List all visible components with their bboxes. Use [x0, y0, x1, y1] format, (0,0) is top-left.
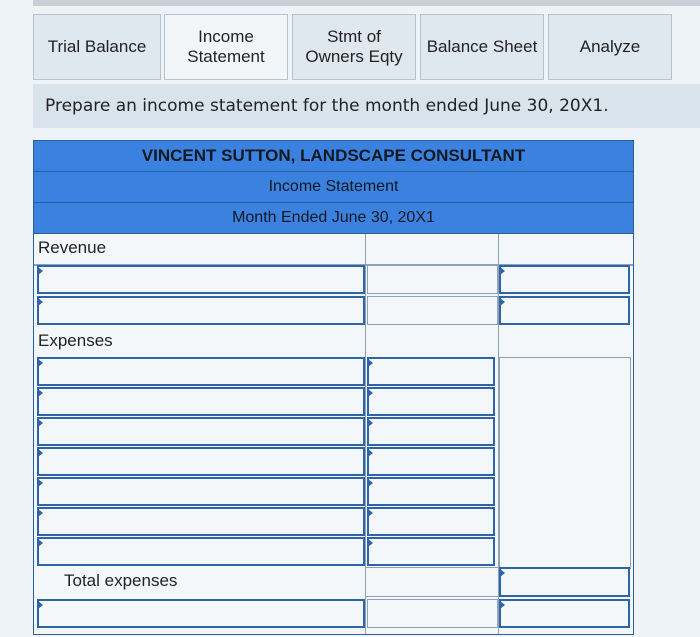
statement-title-header: [34, 172, 633, 203]
revenue-total-input[interactable]: [499, 265, 630, 294]
tab-label: Analyze: [579, 37, 641, 56]
revenue-header-row: [34, 234, 633, 264]
tab-analyze[interactable]: [548, 14, 672, 80]
tab-stmt-owners-eqty[interactable]: [292, 14, 416, 80]
company-name: VINCENT SUTTON, LANDSCAPE CONSULTANT: [141, 146, 526, 165]
tab-balance-sheet[interactable]: [420, 14, 544, 80]
statement-period-header: [34, 203, 633, 234]
expense-account-input[interactable]: [37, 537, 365, 566]
income-statement-form: [33, 140, 634, 635]
total-expenses-label: Total expenses: [64, 571, 178, 590]
expense-account-input[interactable]: [37, 417, 365, 446]
revenue-account-input[interactable]: [37, 265, 365, 294]
expense-amount-input[interactable]: [367, 417, 495, 446]
top-border: [33, 0, 700, 6]
revenue-amount-cell: [367, 296, 498, 325]
revenue-total-input[interactable]: [499, 296, 630, 325]
tab-label: Stmt of Owners Eqty: [305, 27, 403, 66]
expense-amount-input[interactable]: [367, 357, 495, 386]
total-expenses-input[interactable]: [499, 567, 630, 597]
tab-income-statement[interactable]: [164, 14, 288, 80]
net-income-account-input[interactable]: [37, 599, 365, 628]
expense-amount-input[interactable]: [367, 447, 495, 476]
revenue-amount-cell: [367, 265, 498, 294]
expense-account-input[interactable]: [37, 447, 365, 476]
expense-amount-input[interactable]: [367, 537, 495, 566]
statement-period: Month Ended June 30, 20X1: [232, 209, 435, 226]
expense-amount-input[interactable]: [367, 507, 495, 536]
revenue-label: Revenue: [38, 238, 107, 257]
tab-label: Balance Sheet: [426, 37, 538, 56]
instruction-bar: [33, 84, 700, 128]
expenses-label: Expenses: [38, 331, 113, 350]
net-income-amount-cell: [367, 599, 498, 628]
tab-label: Income Statement: [187, 27, 265, 66]
net-income-total-input[interactable]: [499, 599, 630, 628]
instruction-text: Prepare an income statement for the month ended June 30, 20X1.: [45, 96, 609, 116]
expenses-header-row: [34, 327, 633, 357]
expense-account-input[interactable]: [37, 507, 365, 536]
company-name-header: [34, 141, 633, 172]
revenue-account-input[interactable]: [37, 296, 365, 325]
statement-title: Income Statement: [268, 178, 399, 195]
tab-trial-balance[interactable]: [33, 14, 161, 80]
tab-label: Trial Balance: [47, 37, 147, 56]
total-expenses-amount-cell: [365, 567, 499, 597]
expense-account-input[interactable]: [37, 477, 365, 506]
expense-account-input[interactable]: [37, 357, 365, 386]
expense-account-input[interactable]: [37, 387, 365, 416]
expense-amount-input[interactable]: [367, 387, 495, 416]
expense-total-cell: [499, 357, 631, 569]
expense-amount-input[interactable]: [367, 477, 495, 506]
